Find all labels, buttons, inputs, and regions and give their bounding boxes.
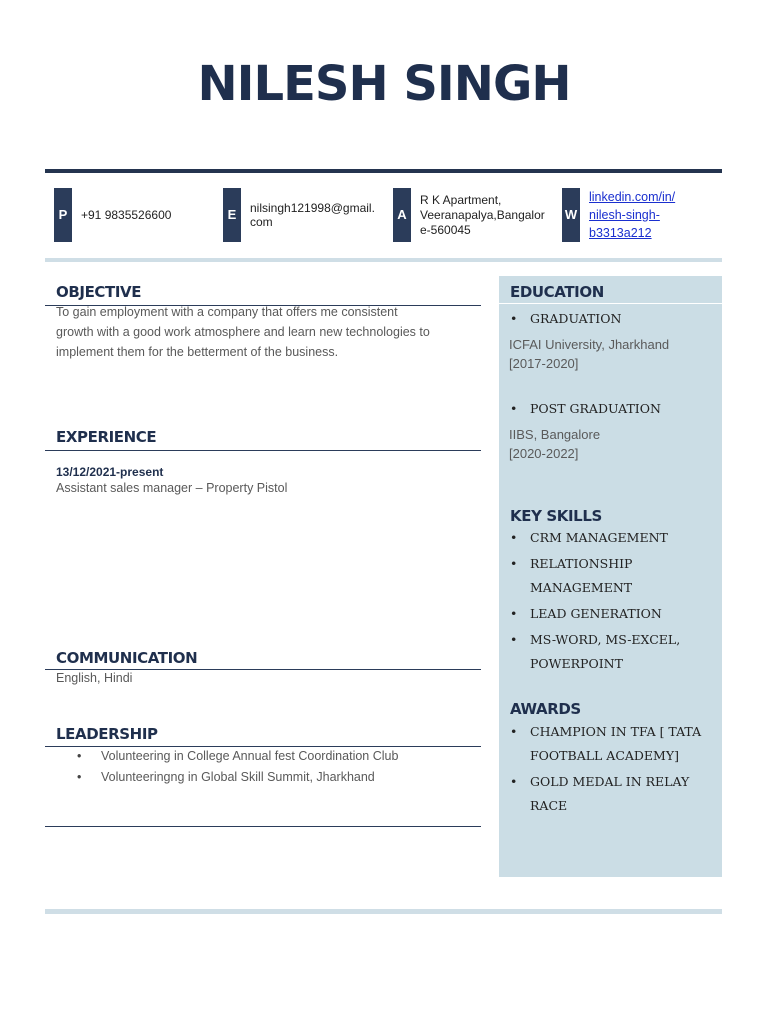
linkedin-line-1[interactable]: linkedin.com/in/ <box>589 190 676 204</box>
email-line-2: com <box>250 215 273 229</box>
contact-address <box>393 188 558 242</box>
communication-text: English, Hindi <box>56 671 133 685</box>
objective-text <box>56 302 430 362</box>
objective-line-1: To gain employment with a company that offers me consistent <box>56 305 398 319</box>
education-degree-1 <box>508 307 621 333</box>
experience-rule <box>45 450 481 451</box>
list-item: • GRADUATION <box>508 307 621 331</box>
address-value <box>420 193 545 238</box>
list-item: • LEAD GENERATION <box>508 602 708 626</box>
email-value[interactable] <box>250 201 375 229</box>
footer-divider <box>45 909 722 914</box>
experience-role: Assistant sales manager – Property Pistol <box>56 481 288 495</box>
contact-phone <box>54 188 214 242</box>
list-item: • CRM MANAGEMENT <box>508 526 708 550</box>
education-rule <box>499 303 722 304</box>
address-label: A <box>393 188 411 242</box>
skills-list <box>508 526 708 678</box>
list-item: • MS-WORD, MS-EXCEL, POWERPOINT <box>508 628 708 676</box>
email-line-1: nilsingh121998@gmail. <box>250 201 375 215</box>
skills-title: KEY SKILLS <box>510 507 602 525</box>
email-label: E <box>223 188 241 242</box>
contact-divider <box>45 258 722 262</box>
list-item: • Volunteering in College Annual fest Coordination Club <box>77 746 398 767</box>
list-item: • Volunteeringng in Global Skill Summit, Jharkhand <box>77 767 398 788</box>
contact-email <box>223 188 388 242</box>
education-school-1 <box>509 335 669 373</box>
sidebar <box>499 276 722 877</box>
list-item: • GOLD MEDAL IN RELAY RACE <box>508 770 708 818</box>
linkedin-line-3[interactable]: b3313a212 <box>589 226 652 240</box>
school-years: [2017-2020] <box>509 356 579 371</box>
list-item: • POST GRADUATION <box>508 397 661 421</box>
awards-title: AWARDS <box>510 700 581 718</box>
address-line-3: e-560045 <box>420 223 471 237</box>
candidate-name: NILESH SINGH <box>197 56 571 112</box>
education-title: EDUCATION <box>510 283 604 301</box>
objective-line-3: implement them for the betterment of the business. <box>56 345 339 359</box>
list-item: • RELATIONSHIP MANAGEMENT <box>508 552 708 600</box>
web-label: W <box>562 188 580 242</box>
objective-line-2: growth with a good work atmosphere and learn new technologies to <box>56 325 430 339</box>
phone-value: +91 9835526600 <box>81 208 172 222</box>
address-line-2: Veeranapalya,Bangalor <box>420 208 545 222</box>
school-name: ICFAI University, Jharkhand <box>509 337 670 352</box>
experience-date: 13/12/2021-present <box>56 465 164 479</box>
school-years: [2020-2022] <box>509 446 579 461</box>
address-line-1: R K Apartment, <box>420 193 502 207</box>
linkedin-line-2[interactable]: nilesh-singh- <box>589 208 660 222</box>
linkedin-link[interactable] <box>589 188 675 242</box>
objective-title: OBJECTIVE <box>56 283 142 301</box>
header-divider <box>45 169 722 173</box>
phone-label: P <box>54 188 72 242</box>
education-school-2 <box>509 425 600 463</box>
left-column-end-rule <box>45 826 481 827</box>
experience-title: EXPERIENCE <box>56 428 157 446</box>
awards-list <box>508 720 708 820</box>
contact-web <box>562 188 722 242</box>
school-name: IIBS, Bangalore <box>509 427 601 442</box>
education-degree-2 <box>508 397 661 423</box>
communication-title: COMMUNICATION <box>56 649 198 667</box>
list-item: • CHAMPION IN TFA [ TATA FOOTBALL ACADEMY] <box>508 720 708 768</box>
leadership-title: LEADERSHIP <box>56 725 158 743</box>
leadership-list <box>77 746 398 788</box>
